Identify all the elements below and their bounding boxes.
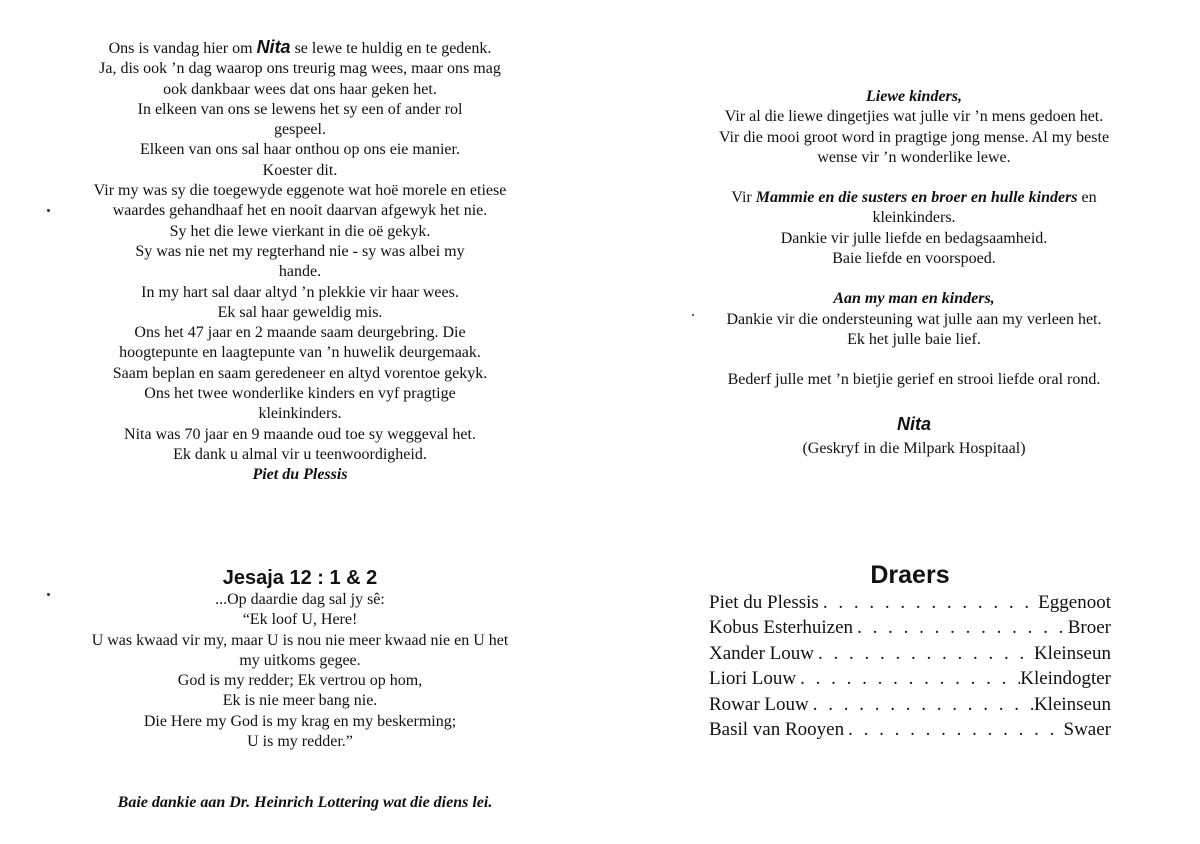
tribute-line: Ons het 47 jaar en 2 maande saam deurgebring. Die hoogtepunte en laagtepunte van ’n huwelik deurgemaak. (119, 324, 481, 362)
pallbearer-row: Liori Louw . . . Kleindogter (709, 666, 1111, 691)
scripture-line: Ek is nie meer bang nie. (222, 692, 378, 710)
dot-leader (819, 590, 1038, 615)
family-message: Vir Mammie en die susters en broer en hulle kinders en kleinkinders. (731, 189, 1097, 227)
husband-line: Ek het julle baie lief. (847, 330, 981, 348)
thanks-note: Baie dankie aan Dr. Heinrich Lottering wat die diens lei. (117, 794, 493, 811)
closing-line: Bederf julle met ’n bietjie gerief en strooi liefde oral rond. (727, 371, 1101, 389)
dot-leader (814, 641, 1034, 666)
scan-speck (692, 314, 694, 316)
tribute-line: Sy het die lewe vierkant in die oë gekyk. (169, 222, 431, 240)
scripture-heading: Jesaja 12 : 1 & 2 (222, 567, 378, 589)
tribute-signature: Piet du Plessis (252, 466, 348, 484)
message-section (705, 87, 1123, 459)
tribute-line: Ek sal haar geweldig mis. (217, 303, 383, 321)
message-note: (Geskryf in die Milpark Hospitaal) (802, 439, 1026, 457)
tribute-line: Ja, dis ook ’n dag waarop ons treurig mag wees, maar ons mag ook dankbaar wees dat ons haar geken het. (99, 60, 501, 98)
kids-heading: Liewe kinders, (866, 88, 962, 105)
scan-speck (47, 593, 50, 596)
scripture-line: ...Op daardie dag sal jy sê: (215, 591, 385, 608)
tribute-text (90, 37, 510, 486)
tribute-line: In my hart sal daar altyd ’n plekkie vir haar wees. (141, 283, 459, 301)
tribute-line: Saam beplan en saam geredeneer en altyd vorentoe gekyk. (112, 364, 488, 382)
scripture-section (90, 566, 510, 752)
dot-leader (796, 666, 1020, 691)
kids-line: Vir die mooi groot word in pragtige jong mense. Al my beste wense vir ’n wonderlike lewe. (718, 128, 1110, 166)
scripture-line: U is my redder.” (247, 733, 353, 751)
scripture-line: God is my redder; Ek vertrou op hom, (177, 672, 423, 690)
husband-line: Dankie vir die ondersteuning wat julle aan my verleen het. (726, 310, 1102, 328)
message-signature: Nita (896, 413, 931, 434)
pallbearer-row: Kobus Esterhuizen . . . Broer (709, 615, 1111, 640)
family-line: Dankie vir julle liefde en bedagsaamheid. (780, 229, 1048, 247)
tribute-intro: Ons is vandag hier om Nita se lewe te huldig en te gedenk. (108, 37, 492, 57)
scripture-line: “Ek loof U, Here! (242, 611, 358, 629)
right-page (600, 0, 1200, 844)
scan-speck (47, 209, 50, 212)
kids-line: Vir al die liewe dingetjies wat julle vir ’n mens gedoen het. (724, 108, 1104, 126)
tribute-intro-name: Nita (256, 37, 291, 57)
pallbearer-row: Rowar Louw . . . Kleinseun (709, 692, 1111, 717)
pallbearer-row: Piet du Plessis . . . Eggenoot (709, 590, 1111, 615)
dot-leader (853, 615, 1068, 640)
scripture-line: U was kwaad vir my, maar U is nou nie meer kwaad nie en U het my uitkoms gegee. (91, 631, 509, 669)
pallbearer-row: Basil van Rooyen . . . Swaer (709, 717, 1111, 742)
pallbearers-list (709, 590, 1111, 742)
tribute-line: Vir my was sy die toegewyde eggenote wat hoë morele en etiese waardes gehandhaaf het en nooit daarvan afgewyk het nie. (93, 182, 507, 220)
tribute-line: Ons het twee wonderlike kinders en vyf pragtige kleinkinders. (144, 385, 456, 423)
pallbearer-row: Xander Louw . . . Kleinseun (709, 641, 1111, 666)
scripture-line: Die Here my God is my krag en my beskerming; (143, 712, 457, 730)
tribute-line: Elkeen van ons sal haar onthou op ons eie manier. Koester dit. (140, 141, 460, 179)
tribute-line: Sy was nie net my regterhand nie - sy was albei my hande. (135, 242, 465, 281)
family-line: Baie liefde en voorspoed. (832, 250, 996, 268)
dot-leader (844, 717, 1063, 742)
dot-leader (809, 692, 1034, 717)
tribute-line: Ek dank u almal vir u teenwoordigheid. (173, 445, 427, 463)
family-names: Mammie en die susters en broer en hulle kinders (755, 189, 1078, 207)
pallbearers-heading: Draers (870, 561, 950, 589)
tribute-line: Nita was 70 jaar en 9 maande oud toe sy weggeval het. (124, 425, 476, 443)
husband-heading: Aan my man en kinders, (833, 290, 995, 308)
tribute-line: In elkeen van ons se lewens het sy een of ander rol gespeel. (137, 100, 463, 139)
